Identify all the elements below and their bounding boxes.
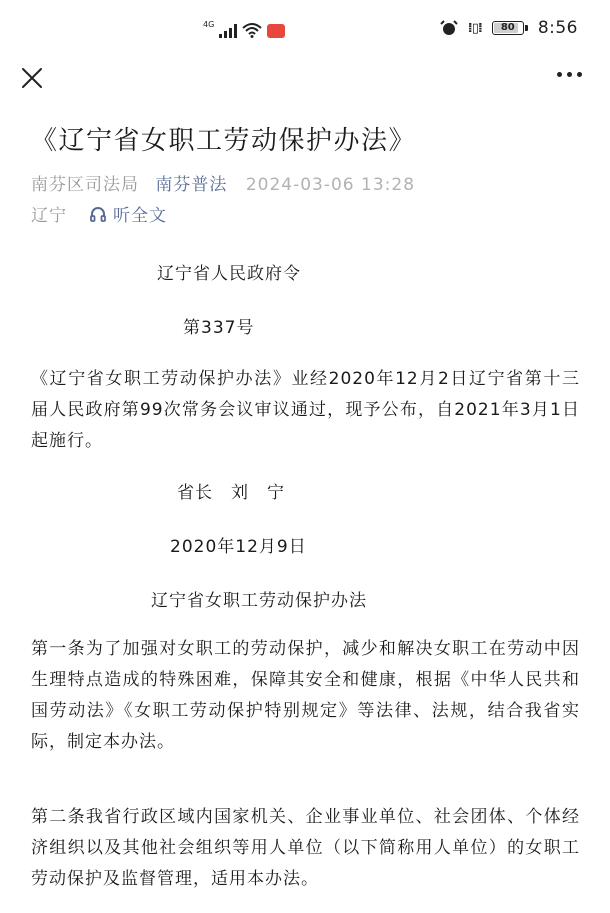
more-icon (557, 72, 562, 77)
article-content (0, 102, 610, 913)
more-button[interactable] (557, 72, 582, 77)
article-meta (31, 170, 415, 195)
cellular-signal-icon (219, 24, 237, 38)
status-bar (0, 0, 610, 62)
article-source: 南芬区司法局 (31, 175, 139, 195)
nav-bar (0, 62, 610, 102)
close-icon (20, 66, 44, 90)
publish-time: 2024-03-06 13:28 (245, 175, 416, 195)
sign-date: 2020年12月9日 (170, 537, 307, 557)
article-2-paragraph: 第二条我省行政区域内国家机关、企业事业单位、社会团体、个体经济组织以及其他社会组织等用人单位（以下简称用人单位）的女职工劳动保护及监督管理，适用本办法。 (31, 807, 580, 889)
order-issuer: 辽宁省人民政府令 (157, 264, 301, 284)
article-title: 《辽宁省女职工劳动保护办法》 (31, 126, 417, 156)
wifi-icon (242, 22, 262, 38)
hd-call-icon (267, 24, 285, 38)
battery-icon (492, 21, 528, 35)
governor-signature: 省长 刘 宁 (177, 483, 285, 503)
status-right-group (440, 18, 578, 38)
region-label: 辽宁 (31, 206, 67, 226)
close-button[interactable] (20, 66, 44, 90)
listen-button[interactable] (89, 201, 167, 226)
listen-label: 听全文 (113, 206, 167, 226)
signal-group (203, 20, 285, 38)
clock: 8:56 (537, 18, 578, 38)
article-meta-line2 (31, 201, 167, 226)
headphones-icon (89, 205, 107, 223)
network-type-label: 4G (203, 20, 215, 29)
announcement-paragraph: 《辽宁省女职工劳动保护办法》业经2020年12月2日辽宁省第十三届人民政府第99次常务会议审议通过，现予公布，自2021年3月1日起施行。 (31, 369, 580, 451)
battery-level: 80 (500, 22, 515, 33)
article-1-paragraph: 第一条为了加强对女职工的劳动保护，减少和解决女职工在劳动中因生理特点造成的特殊困难，保障其安全和健康，根据《中华人民共和国劳动法》《女职工劳动保护特别规定》等法律、法规，结合我省实际，制定本办法。 (31, 639, 580, 752)
account-link[interactable]: 南芬普法 (155, 175, 228, 195)
alarm-icon (440, 20, 458, 36)
order-number: 第337号 (183, 318, 255, 338)
vibrate-icon: ⁞▯⁞ (467, 20, 482, 36)
doc-title: 辽宁省女职工劳动保护办法 (151, 591, 367, 611)
